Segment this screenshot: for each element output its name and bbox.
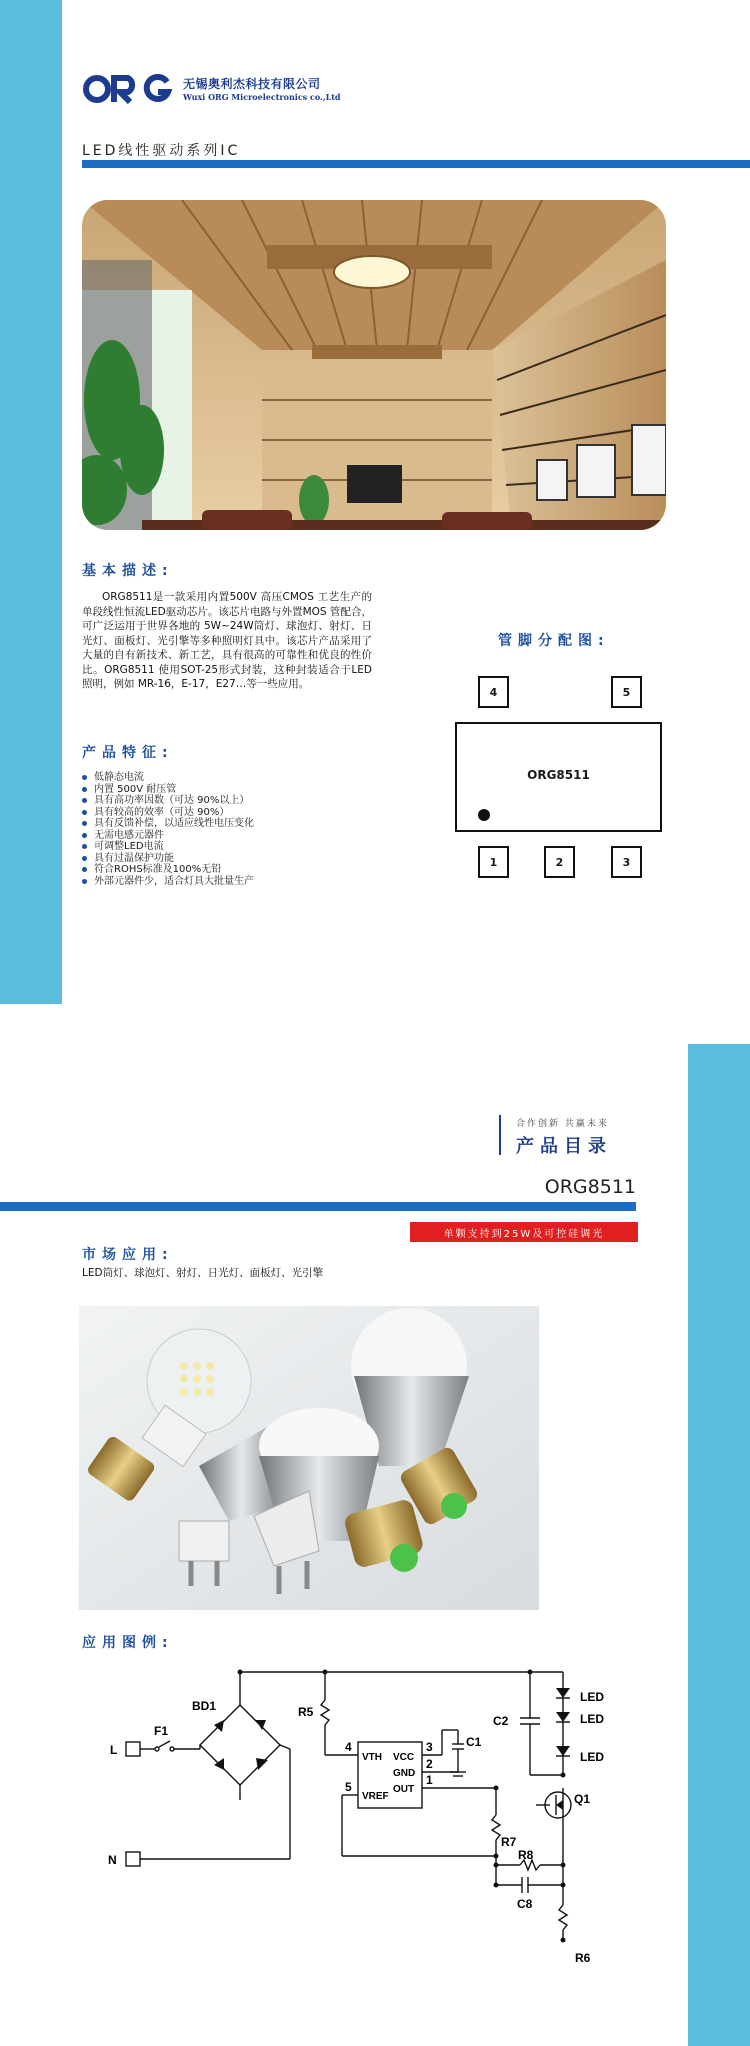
- interior-lighting-photo: [82, 200, 666, 530]
- ic-pin-2-label: 2: [426, 1757, 433, 1771]
- application-circuit-diagram: [80, 1660, 640, 1970]
- ic-pin-5-label: 5: [345, 1780, 352, 1794]
- header-bar: [82, 160, 750, 168]
- ic-pin-3-label: 3: [426, 1740, 433, 1754]
- list-item: 具有反馈补偿，以适应线性电压变化: [82, 818, 372, 830]
- q1-label: Q1: [574, 1792, 591, 1806]
- r8-label: R8: [518, 1848, 534, 1862]
- features-heading: 产品特征:: [82, 745, 174, 761]
- pin-1: 1: [478, 846, 509, 878]
- basic-description-text: [82, 590, 372, 692]
- list-item: 具有较高的效率（可达 90%）: [82, 807, 372, 819]
- ic-pin-4-label: 4: [345, 1740, 352, 1754]
- led-label-1: LED: [580, 1690, 604, 1704]
- ic-vth-label: VTH: [362, 1752, 382, 1763]
- pin-4: 4: [478, 676, 509, 708]
- right-sidebar-stripe: [688, 1044, 750, 2046]
- catalog-title: 产品目录: [516, 1136, 612, 1157]
- basic-description-body: ORG8511是一款采用内置500V 高压CMOS 工艺生产的单段线性恒流LED驱动芯片。该芯片电路与外置MOS 管配合，可广泛运用于世界各地的 5W~24W筒灯、球泡灯、射灯、日光灯、面板灯、光引擎等多种照明灯具中。该芯片产品采用了大量的自有新技术、新工艺，具有很高的可靠性和优良的性价比。ORG8511 使用SOT-25形式封装，这种封装适合于LED 照明，例如 MR-16，E-17，E27…等一些应用。: [82, 591, 372, 690]
- c2-label: C2: [493, 1714, 509, 1728]
- c8-label: C8: [517, 1897, 533, 1911]
- f1-label: F1: [154, 1724, 169, 1738]
- terminal-l-label: L: [110, 1743, 118, 1757]
- list-item: 具有过温保护功能: [82, 853, 372, 865]
- pin-2: 2: [544, 846, 575, 878]
- pin-5: 5: [611, 676, 642, 708]
- slogan: 合作创新 共赢未来: [516, 1119, 609, 1129]
- led-label-3: LED: [580, 1750, 604, 1764]
- list-item: 可调整LED电流: [82, 841, 372, 853]
- terminal-n-label: N: [108, 1853, 117, 1867]
- catalog-divider: [499, 1115, 501, 1155]
- ic-pin-1-label: 1: [426, 1773, 433, 1787]
- r5-label: R5: [298, 1705, 314, 1719]
- ic-gnd-label: GND: [393, 1768, 416, 1779]
- list-item: 具有高功率因数（可达 90%以上）: [82, 795, 372, 807]
- features-list: [82, 772, 372, 887]
- market-heading: 市场应用:: [82, 1247, 174, 1263]
- ic-vref-label: VREF: [362, 1791, 389, 1802]
- basic-description-heading: 基本描述:: [82, 563, 174, 579]
- list-item: 无需电感元器件: [82, 830, 372, 842]
- chip-label: ORG8511: [527, 768, 590, 782]
- led-bulbs-photo: [79, 1306, 539, 1610]
- header-bar: [0, 1202, 636, 1211]
- left-sidebar-stripe: [0, 0, 62, 1004]
- list-item: 符合ROHS标准及100%无铅: [82, 864, 372, 876]
- list-item: 外部元器件少，适合灯具大批量生产: [82, 876, 372, 888]
- market-text: LED筒灯、球泡灯、射灯、日光灯、面板灯、光引擎: [82, 1267, 324, 1279]
- company-name-cn: 无锡奥利杰科技有限公司: [183, 77, 321, 91]
- r7-label: R7: [501, 1835, 517, 1849]
- ic-vcc-label: VCC: [393, 1752, 415, 1763]
- c1-label: C1: [466, 1735, 482, 1749]
- highlight-banner: 单颗支持到25W及可控硅调光: [410, 1222, 638, 1242]
- bd1-label: BD1: [192, 1699, 217, 1713]
- company-name-en: Wuxi ORG Microelectronics co.,Ltd: [183, 92, 341, 102]
- circuit-heading: 应用图例:: [82, 1635, 174, 1651]
- org-logo: [82, 74, 174, 104]
- model-number: ORG8511: [544, 1176, 636, 1198]
- series-title: LED线性驱动系列IC: [82, 143, 241, 159]
- r6-label: R6: [575, 1951, 591, 1965]
- list-item: 内置 500V 耐压管: [82, 784, 372, 796]
- pin1-marker-dot: [478, 809, 490, 821]
- list-item: 低静态电流: [82, 772, 372, 784]
- led-label-2: LED: [580, 1712, 604, 1726]
- ic-out-label: OUT: [393, 1784, 415, 1795]
- pin-3: 3: [611, 846, 642, 878]
- pinout-heading: 管脚分配图:: [498, 633, 610, 649]
